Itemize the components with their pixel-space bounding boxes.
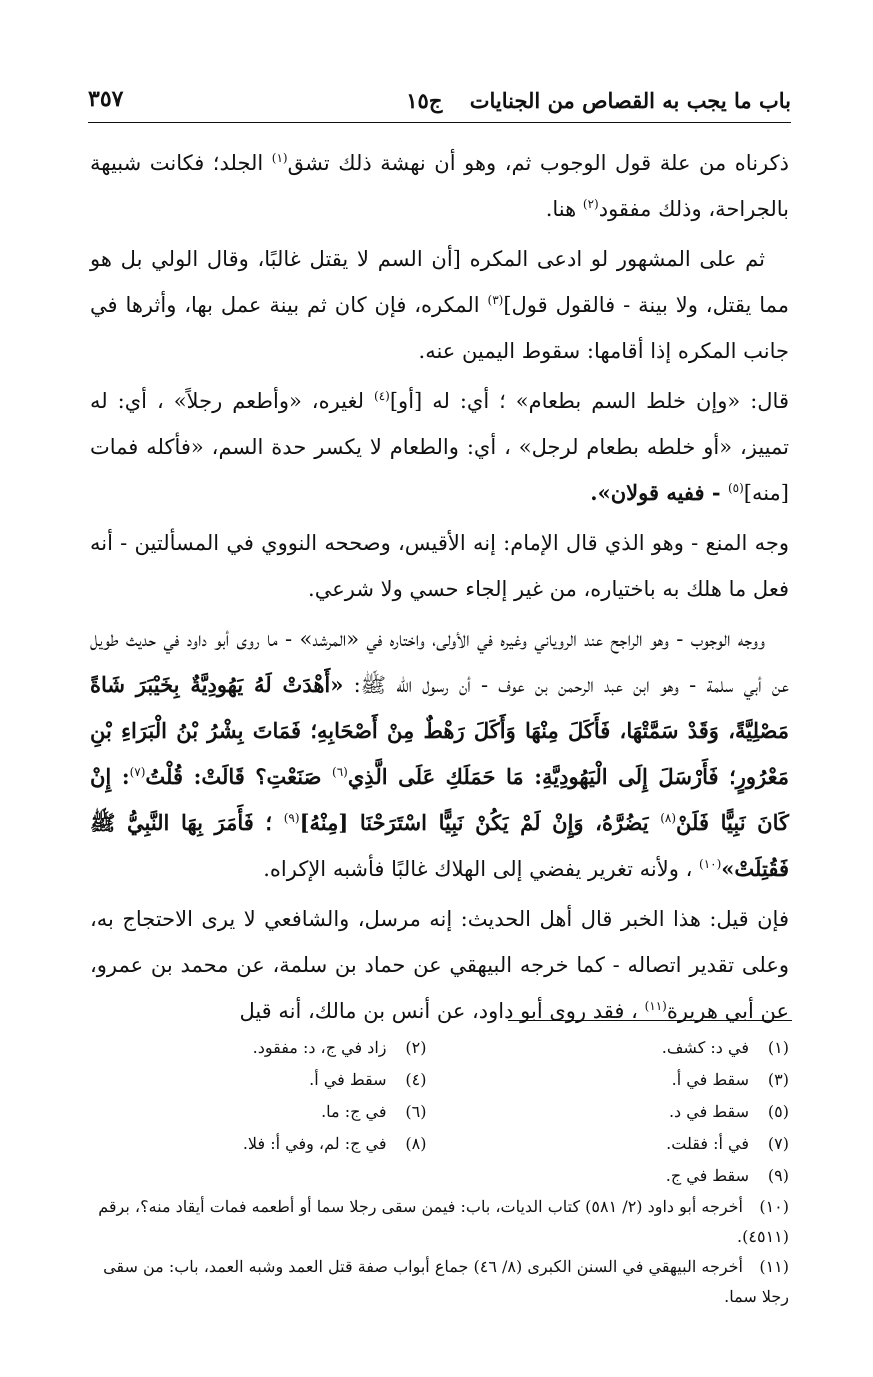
footnote-number: (٥) [767,1102,789,1121]
footnote-text: في ج: ما. [321,1102,387,1121]
footnote-number: (٧) [767,1134,789,1153]
paragraph-2 [90,236,789,374]
footnote-ref-11: (١١) [644,999,667,1013]
footnote-item [88,1064,427,1096]
footnote-text: في أ: فقلت. [666,1134,749,1153]
text-run: ووجه الوجوب - وهو الراجح عند الروياني وغيره في الأولى، واختاره في «المرشد» - ما روى أبو داود في حديث طويل عن أبي سلمة - وهو ابن عبد الرحمن بن عوف - أن رسول الله ﷺ: [90,627,790,697]
footnote-text: أخرجه أبو داود (٢/ ٥٨١) كتاب الديات، باب: فيمن سقى رجلا سما أو أطعمه فمات أيقاد منه؟، برقم (٤٥١١). [98,1197,789,1246]
footnote-rule [508,1020,792,1021]
footnote-item [88,1032,427,1064]
footnote-ref-5: (٥) [727,481,744,495]
footnote-ref-1: (١) [271,151,288,165]
text-run: المكره، فإن كان ثم بينة عمل بها، وأثرها في جانب المكره إذا أقامها: سقوط اليمين عنه. [90,293,789,363]
text-run: الجلد؛ فكانت شبيهة بالجراحة، وذلك مفقود [90,151,789,221]
footnote-number: (٨) [405,1134,427,1153]
footnote-ref-9: (٩) [283,811,300,825]
footnote-item [451,1160,790,1192]
paragraph-4: وجه المنع - وهو الذي قال الإمام: إنه الأقيس، وصححه النووي في المسألتين - أنه فعل ما هلك به باختياره، من غير إلجاء حسي ولا شرعي. [90,531,789,601]
text-run: ، ولأنه تغرير يفضي إلى الهلاك غالبًا فأشبه الإكراه. [263,857,700,881]
text-run: لغيره، «وأطعم رجلاً» ، أي: له تمييز، «أو خلطه بطعام لرجل» ، أي: والطعام لا يكسر حدة السم، «فأكله فمات [منه] [90,389,789,505]
page-header [88,82,791,118]
hadith-quote: «أَهْدَتْ لَهُ يَهُودِيَّةٌ بِخَيْبَرَ شَاةً مَصْلِيَّةً، وَقَدْ سَمَّتْهَا، فَأَكَلَ مِنْهَا وَأَكَلَ رَهْطٌ مِنْ أَصْحَابِهِ؛ فَمَاتَ بِشْرُ بْنُ الْبَرَاءِ بْنِ مَعْرُورٍ؛ فَأَرْسَلَ إِلَى الْيَهُودِيَّةِ: مَا حَمَلَكِ عَلَى الَّذِي [90,672,789,789]
text-run: قال: «وإن خلط السم بطعام» ؛ أي: له [أو] [389,389,789,413]
footnote-number: (٦) [405,1102,427,1121]
footnote-item-long [88,1192,789,1252]
footnote-number: (٢) [405,1038,427,1057]
text-run: ثم على المشهور لو ادعى المكره [أن السم لا يقتل غالبًا، وقال الولي بل هو مما يقتل، ولا بينة - فالقول قول] [90,247,789,317]
paragraph-6 [90,896,789,1034]
text-run: هنا. [545,197,583,221]
footnote-text: في ج: لم، وفي أ: فلا. [242,1134,387,1153]
footnote-item-long [88,1252,789,1312]
main-text [90,140,789,1038]
footnote-item [451,1032,790,1064]
footnote-number: (٣) [767,1070,789,1089]
footnote-number: (١١) [759,1257,789,1276]
footnote-text: زاد في ج، د: مفقود. [252,1038,387,1057]
hadith-quote: ؛ فَأَمَرَ بِهَا النَّبِيُّ ﷺ فَقُتِلَتْ» [90,810,789,881]
footnote-grid [88,1032,789,1192]
footnote-number: (٤) [405,1070,427,1089]
paragraph-5 [90,616,789,892]
footnote-text: سقط في أ. [671,1070,749,1089]
footnote-item [88,1096,427,1128]
footnote-ref-3: (٣) [487,293,504,307]
footnote-item [451,1064,790,1096]
footnotes [88,1032,789,1312]
hadith-quote: صَنَعْتِ؟ قَالَتْ: قُلْتُ [145,764,333,789]
footnote-ref-6: (٦) [332,765,348,779]
footnote-number: (٩) [767,1166,789,1185]
footnote-ref-4: (٤) [374,389,390,403]
footnote-text: سقط في د. [668,1102,749,1121]
footnote-item [451,1096,790,1128]
footnote-text: سقط في ج. [665,1166,749,1185]
text-run-bold: - ففيه قولان». [590,480,728,505]
footnote-text: أخرجه البيهقي في السنن الكبرى (٨/ ٤٦) جماع أبواب صفة قتل العمد وشبه العمد، باب: من سقى رجلا سما. [103,1257,789,1306]
footnote-item [88,1128,427,1160]
chapter-title-text: باب ما يجب به القصاص من الجنايات [469,88,791,113]
footnote-ref-8: (٨) [660,811,677,825]
volume-label: ج١٥ [406,88,443,113]
paragraph-1 [90,140,789,232]
header-rule [88,122,791,123]
footnote-ref-10: (١٠) [699,857,722,871]
hadith-quote: : إِنْ كَانَ نَبِيًّا فَلَنْ [90,764,789,835]
chapter-title [406,88,791,113]
text-run: ، فقد روى أبو داود، عن أنس بن مالك، أنه قيل [239,999,645,1023]
footnote-ref-2: (٢) [582,197,599,211]
hadith-quote: يَضُرَّهُ، وَإِنْ لَمْ يَكُنْ نَبِيًّا اسْتَرَحْنَا [مِنْهُ] [299,810,661,835]
footnote-ref-7: (٧) [129,765,146,779]
text-run: ذكرناه من علة قول الوجوب ثم، وهو أن نهشة ذلك تشق [287,151,789,175]
footnote-number: (١) [767,1038,789,1057]
footnote-item [451,1128,790,1160]
footnote-text: في د: كشف. [661,1038,749,1057]
paragraph-3 [90,378,789,516]
text-run: فإن قيل: هذا الخبر قال أهل الحديث: إنه مرسل، والشافعي لا يرى الاحتجاج به، وعلى تقدير اتصاله - كما خرجه البيهقي عن حماد بن سلمة، عن محمد بن عمرو، عن أبي هريرة [90,907,789,1023]
page-number: ٣٥٧ [88,86,124,112]
footnote-text: سقط في أ. [309,1070,387,1089]
footnote-number: (١٠) [759,1197,789,1216]
